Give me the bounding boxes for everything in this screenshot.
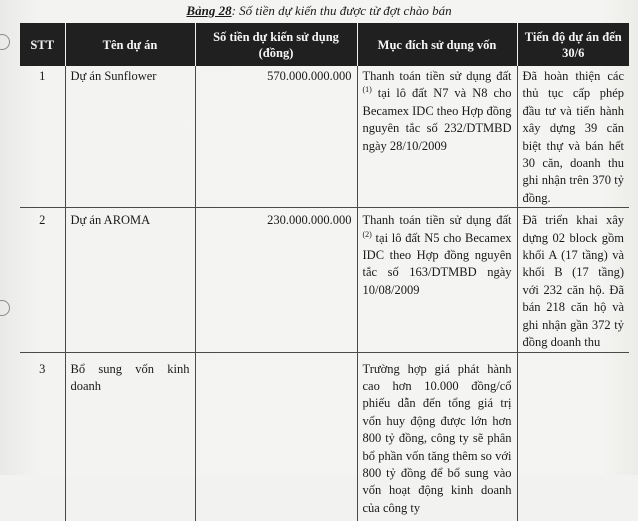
purpose-text: Thanh toán tiền sử dụng đất <box>362 69 512 83</box>
cell-progress: Đã hoàn thiện các thủ tục cấp phép đầu tư và tiến hành xây dựng 39 căn biệt thự và bán hết 30 căn, doanh thu ghi nhận trên 370 tỷ đồng. <box>517 66 629 208</box>
footnote-marker: (2) <box>362 229 372 239</box>
cell-project-name: Dự án Sunflower <box>65 66 195 208</box>
table-row <box>20 352 629 521</box>
proceeds-table <box>20 23 629 521</box>
header-progress: Tiến độ dự án đến 30/6 <box>517 23 629 66</box>
cell-amount: 570.000.000.000 <box>195 66 357 208</box>
cell-progress: Đã triển khai xây dựng 02 block gồm khối A (17 tầng) và khối B (17 tầng) với 232 căn hộ. Đã bán 218 căn hộ và ghi nhận gần 372 tỷ đồng doanh thu <box>517 208 629 352</box>
table-caption-label: Bảng 28 <box>186 3 232 18</box>
cell-stt: 1 <box>20 66 65 208</box>
table-row <box>20 208 629 352</box>
cell-stt: 3 <box>20 352 65 521</box>
cell-amount: 230.000.000.000 <box>195 208 357 352</box>
header-purpose: Mục đích sử dụng vốn <box>357 23 517 66</box>
cell-stt: 2 <box>20 208 65 352</box>
table-row <box>20 66 629 208</box>
table-caption <box>0 3 638 19</box>
table-caption-text: : Số tiền dự kiến thu được từ đợt chào bán <box>231 3 452 18</box>
binder-hole-mark <box>0 34 10 50</box>
purpose-text-cont: tại lô đất N7 và N8 cho Becamex IDC theo Hợp đồng nguyên tắc số 232/DTMBD ngày 28/10/2009 <box>362 86 512 153</box>
cell-purpose: Trường hợp giá phát hành cao hơn 10.000 đồng/cổ phiếu dẫn đến tổng giá trị vốn huy động được lớn hơn 800 tỷ đồng, công ty sẽ phân bổ phần vốn tăng thêm so với 800 tỷ đồng để bổ sung vào vốn hoạt động kinh doanh của công ty <box>357 352 517 521</box>
header-project-name: Tên dự án <box>65 23 195 66</box>
purpose-text: Thanh toán tiền sử dụng đất <box>362 213 512 228</box>
purpose-text-cont: tại lô đất N5 cho Becamex IDC theo Hợp đồng nguyên tắc số 163/DTMBD ngày 10/08/2009 <box>362 230 512 297</box>
cell-purpose <box>357 208 517 352</box>
table-header-row <box>20 23 629 66</box>
header-amount: Số tiền dự kiến sử dụng (đồng) <box>195 23 357 66</box>
binder-hole-mark <box>0 300 10 316</box>
cell-amount <box>195 352 357 521</box>
cell-purpose <box>357 66 517 208</box>
cell-project-name: Dự án AROMA <box>65 208 195 352</box>
cell-project-name: Bổ sung vốn kinh doanh <box>65 352 195 521</box>
header-stt: STT <box>20 23 65 66</box>
cell-progress <box>517 352 629 521</box>
footnote-marker: (1) <box>362 85 372 95</box>
